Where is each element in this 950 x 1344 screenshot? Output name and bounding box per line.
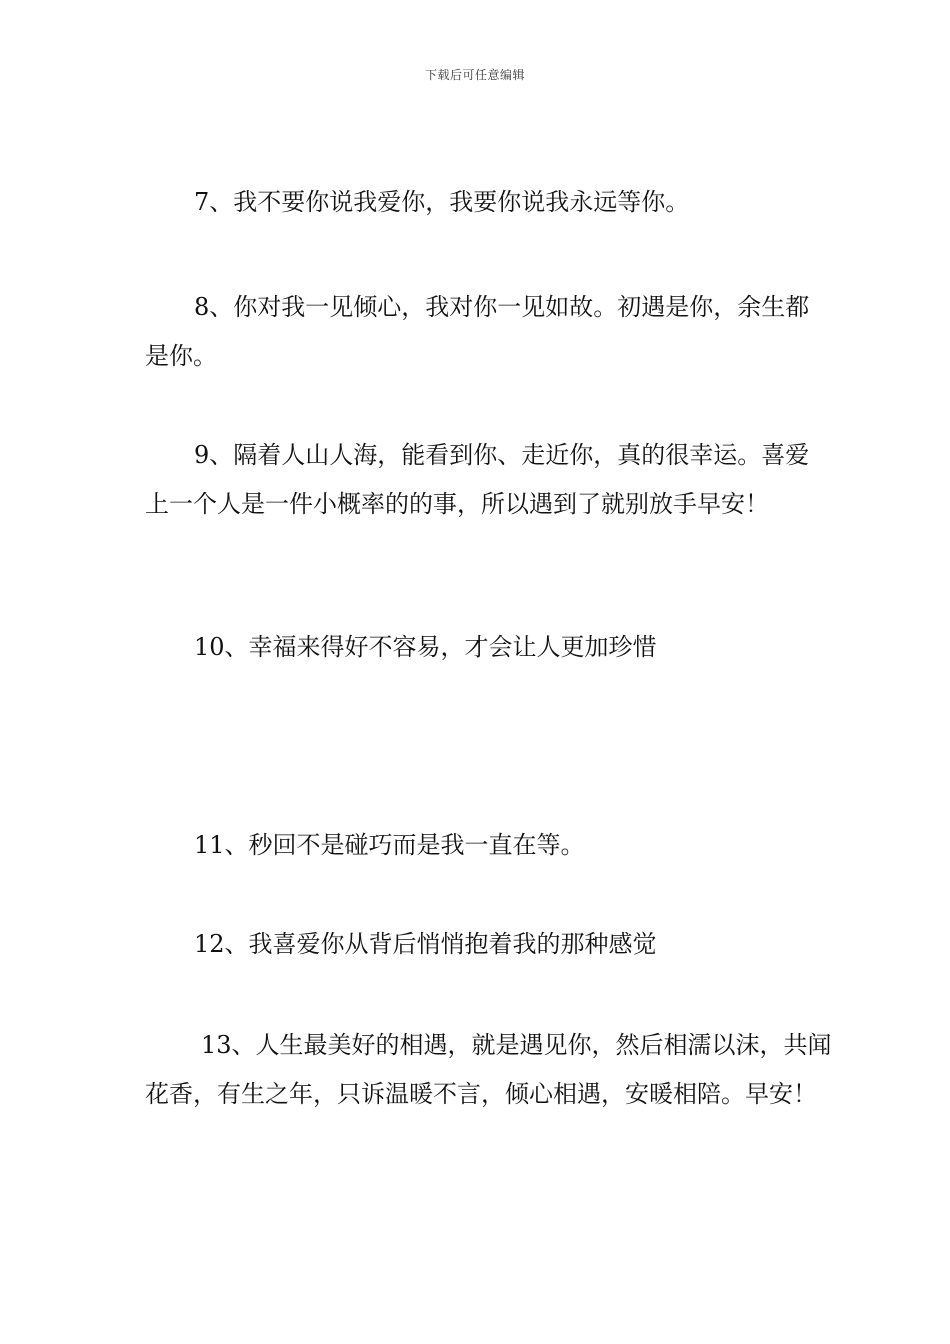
header-note: 下载后可任意编辑 xyxy=(424,68,525,82)
paragraph-7: 7、我不要你说我爱你，我要你说我永远等你。 xyxy=(194,188,690,216)
paragraph-13: 13、人生最美好的相遇，就是遇见你，然后相濡以沫，共闻花香，有生之年，只诉温暖不言，倾心相遇，安暖相陪。早安！ xyxy=(145,1031,832,1108)
paragraph-12: 12、我喜爱你从背后悄悄抱着我的那种感觉 xyxy=(194,930,657,958)
paragraph-9: 9、隔着人山人海，能看到你、走近你，真的很幸运。喜爱上一个人是一件小概率的的事，所以遇到了就别放手早安！ xyxy=(145,441,810,518)
paragraph-10: 10、幸福来得好不容易，才会让人更加珍惜 xyxy=(194,633,657,661)
paragraph-8: 8、你对我一见倾心，我对你一见如故。初遇是你，余生都是你。 xyxy=(145,293,810,370)
paragraph-11: 11、秒回不是碰巧而是我一直在等。 xyxy=(194,831,585,859)
